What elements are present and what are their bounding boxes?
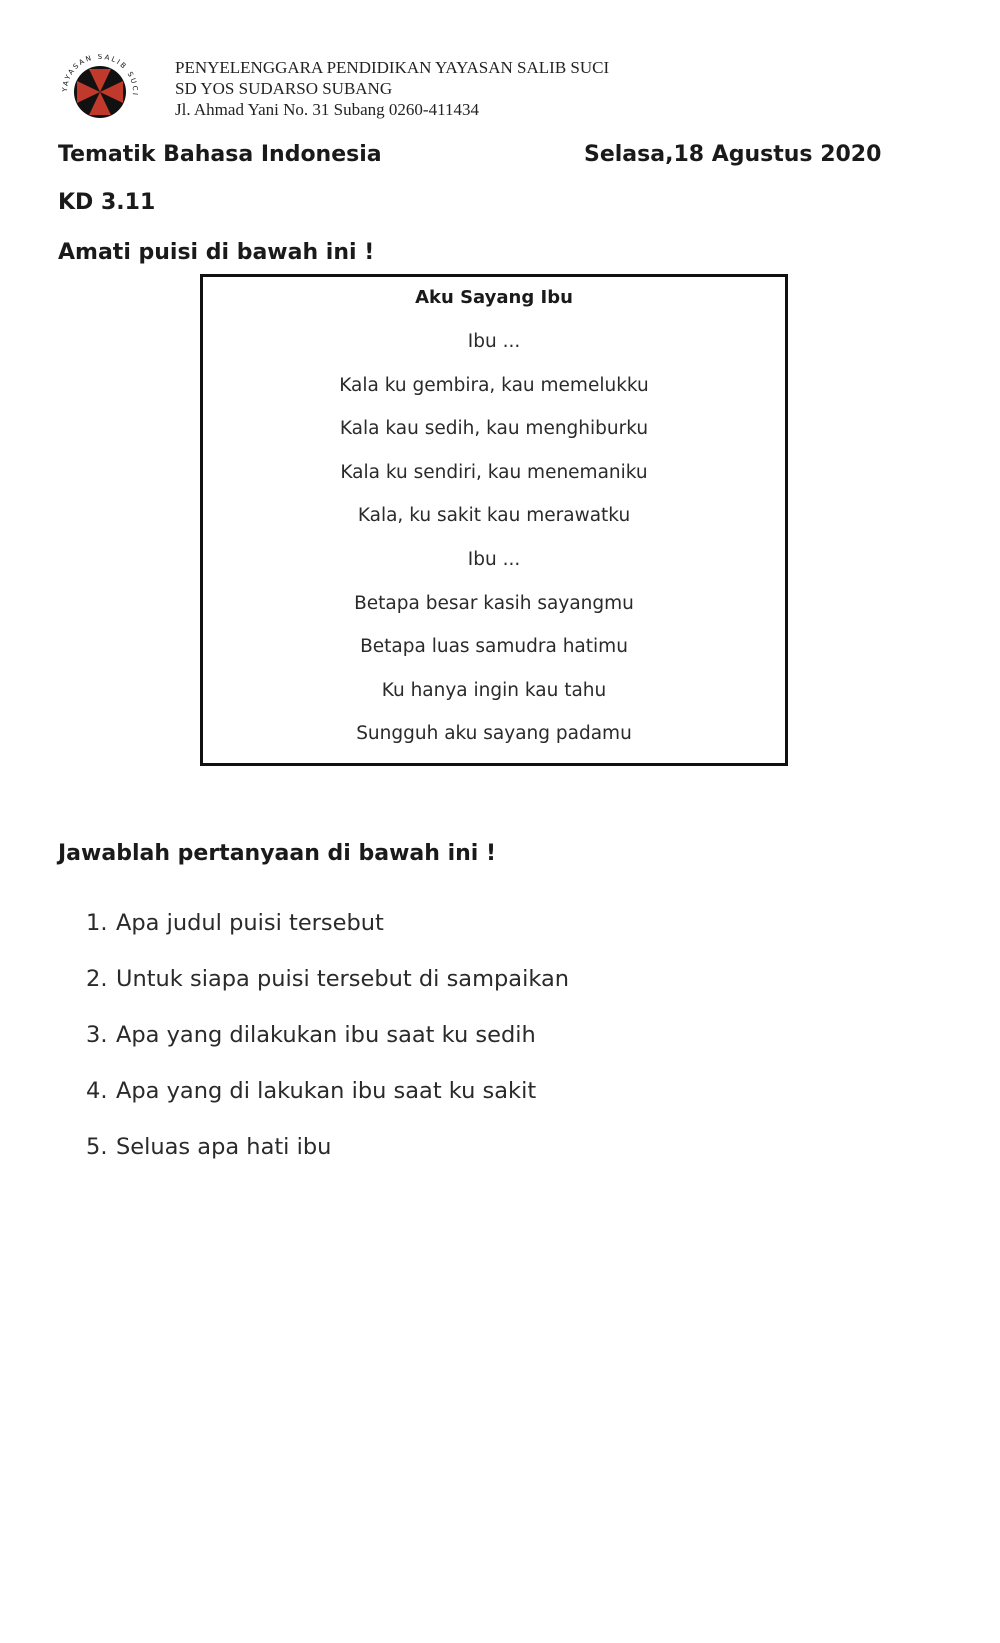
- question-number: 3.: [86, 1022, 108, 1048]
- question-item: [86, 910, 569, 966]
- question-text: Apa yang di lakukan ibu saat ku sakit: [116, 1078, 537, 1104]
- poem-line: Kala ku sendiri, kau menemaniku: [340, 461, 648, 483]
- poem-line: Ibu ...: [467, 548, 521, 570]
- question-text: Apa judul puisi tersebut: [116, 910, 384, 936]
- question-number: 2.: [86, 966, 108, 992]
- logo-ring-text: AYASAN SALIB SU: [62, 54, 138, 87]
- question-text: Apa yang dilakukan ibu saat ku sedih: [116, 1022, 536, 1048]
- poem-box: [200, 274, 788, 766]
- question-text: Untuk siapa puisi tersebut di sampaikan: [116, 966, 570, 992]
- question-item: [86, 966, 569, 1022]
- institution-name: PENYELENGGARA PENDIDIKAN YAYASAN SALIB SUCI: [175, 58, 610, 77]
- poem-line: Ku hanya ingin kau tahu: [381, 679, 607, 701]
- question-item: [86, 1022, 569, 1078]
- instruction-answer: Jawablah pertanyaan di bawah ini !: [58, 841, 497, 866]
- question-item: [86, 1134, 569, 1190]
- question-text: Seluas apa hati ibu: [116, 1134, 332, 1160]
- poem-title: Aku Sayang Ibu: [415, 287, 573, 308]
- poem-line: Ibu ...: [467, 331, 521, 352]
- school-letterhead: [175, 57, 609, 120]
- poem-line: Kala, ku sakit kau merawatku: [357, 505, 631, 527]
- question-number: 4.: [86, 1078, 108, 1104]
- school-name: SD YOS SUDARSO SUBANG: [175, 79, 393, 98]
- poem-line: Betapa luas samudra hatimu: [360, 636, 628, 658]
- poem-line: Kala kau sedih, kau menghiburku: [339, 418, 649, 440]
- school-logo-emblem: [62, 54, 138, 130]
- poem-lines: [203, 331, 785, 767]
- question-item: [86, 1078, 569, 1134]
- question-number: 5.: [86, 1134, 108, 1160]
- poem-line: Sungguh aku sayang padamu: [356, 723, 632, 745]
- poem-line: Kala ku gembira, kau memelukku: [339, 374, 649, 396]
- school-logo: [62, 54, 138, 130]
- school-address: Jl. Ahmad Yani No. 31 Subang 0260-411434: [175, 100, 479, 119]
- kd-label: KD 3.11: [58, 190, 156, 215]
- question-list: [86, 910, 569, 1190]
- poem-line: Betapa besar kasih sayangmu: [354, 592, 634, 614]
- instruction-observe: Amati puisi di bawah ini !: [58, 240, 375, 265]
- date-label: Selasa,18 Agustus 2020: [584, 142, 882, 167]
- question-number: 1.: [86, 910, 108, 936]
- subject-title: Tematik Bahasa Indonesia: [58, 142, 382, 167]
